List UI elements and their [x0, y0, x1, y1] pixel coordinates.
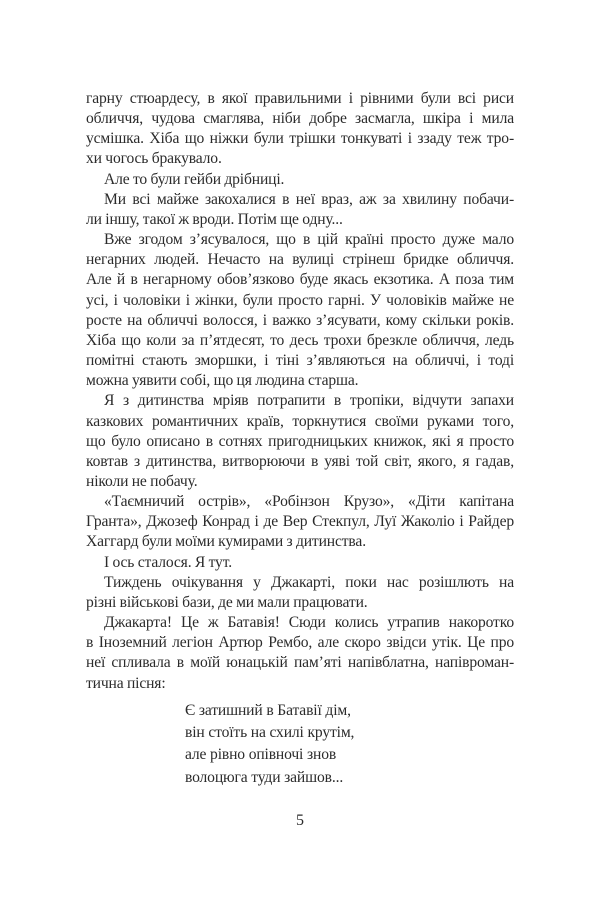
- text-line: Вже згодом з’ясувалося, що в цій країні просто дуже мало: [104, 231, 514, 249]
- text-line: ковтав з дитинства, витворюючи в уяві той світ, якого, я гадав,: [86, 452, 514, 470]
- text-line: ли іншу, такої ж вроди. Потім ще одну...: [86, 210, 343, 228]
- text-line: гарну стюардесу, в якої правильними і рівними були всі риси: [86, 90, 514, 107]
- text-line: Я з дитинства мріяв потрапити в тропіки, відчути запахи: [104, 392, 514, 410]
- verse-line: волоцюга туди зайшов...: [185, 768, 344, 786]
- text-line: тична пісня:: [86, 674, 166, 692]
- paragraph: [86, 492, 514, 552]
- verse-line: але рівно опівночі знов: [185, 746, 337, 764]
- text-line: Хаггард були моїми кумирами з дитинства.: [86, 533, 366, 551]
- page-number: 5: [296, 811, 304, 829]
- text-line: Гранта», Джозеф Конрад і де Вер Стекпул, Луї Жаколіо і Райдер: [86, 513, 514, 531]
- text-line: хи чогось бракувало.: [86, 150, 222, 168]
- paragraph: [86, 89, 514, 170]
- text-line: Ми всі майже закохалися в неї враз, аж за хвилину побачи-: [104, 190, 514, 208]
- paragraph: [86, 391, 514, 492]
- paragraph: [86, 613, 514, 694]
- text-line: неї спливала в моїй юнацькій пам’яті напівблатна, напівроман-: [86, 654, 514, 672]
- text-line: Джакарта! Це ж Батавія! Сюди колись утрапив накоротко: [104, 614, 514, 632]
- text-line: можна уявити собі, що ця людина старша.: [86, 372, 359, 390]
- text-line: І ось сталося. Я тут.: [104, 553, 232, 571]
- text-line: негарних людей. Нечасто на вулиці стрінеш бридке обличчя.: [86, 251, 514, 269]
- paragraph: [86, 170, 514, 190]
- text-line: казкових романтичних країв, торкнутися своїми руками того,: [86, 412, 514, 430]
- text-line: росте на обличчі волосся, і важко з’ясувати, кому скільки років.: [86, 311, 514, 329]
- text-line: в Іноземний легіон Артюр Рембо, але скоро звідси утік. Це про: [86, 634, 514, 652]
- text-line: ніколи не побачу.: [86, 472, 198, 490]
- page-content: [86, 89, 514, 831]
- verse-line: він стоїть на схилі крутім,: [185, 723, 355, 741]
- text-line: Хіба що коли за п’ятдесят, то десь трохи брезкле обличчя, ледь: [86, 331, 514, 349]
- text-line: «Таємничий острів», «Робінзон Крузо», «Діти капітана: [104, 493, 514, 511]
- paragraph: [86, 230, 514, 391]
- paragraph: [86, 553, 514, 573]
- verse-line: Є затишний в Батавії дім,: [185, 701, 351, 719]
- text-line: помітні стають зморшки, і тіні з’являються на обличчі, і тоді: [86, 352, 514, 370]
- text-line: усмішка. Хіба що ніжки були трішки тонкуваті і ззаду теж тро-: [86, 130, 514, 148]
- verse-quote: [185, 700, 514, 789]
- text-line: Тиждень очікування у Джакарті, поки нас розішлють на: [104, 573, 514, 591]
- text-line: обличчя, чудова смаглява, ніби добре засмагла, шкіра і мила: [86, 110, 514, 128]
- text-line: що було описано в сотнях пригодницьких книжок, які я просто: [86, 432, 514, 450]
- paragraph: [86, 573, 514, 613]
- text-line: різні військові бази, де ми мали працювати.: [86, 593, 368, 611]
- text-line: Але й в негарному обов’язково буде якась екзотика. А поза тим: [86, 271, 514, 289]
- text-line: усі, і чоловіки і жінки, були просто гарні. У чоловіків майже не: [86, 291, 514, 309]
- text-line: Але то були гейби дрібниці.: [104, 170, 285, 188]
- body-text: [86, 89, 514, 694]
- paragraph: [86, 190, 514, 230]
